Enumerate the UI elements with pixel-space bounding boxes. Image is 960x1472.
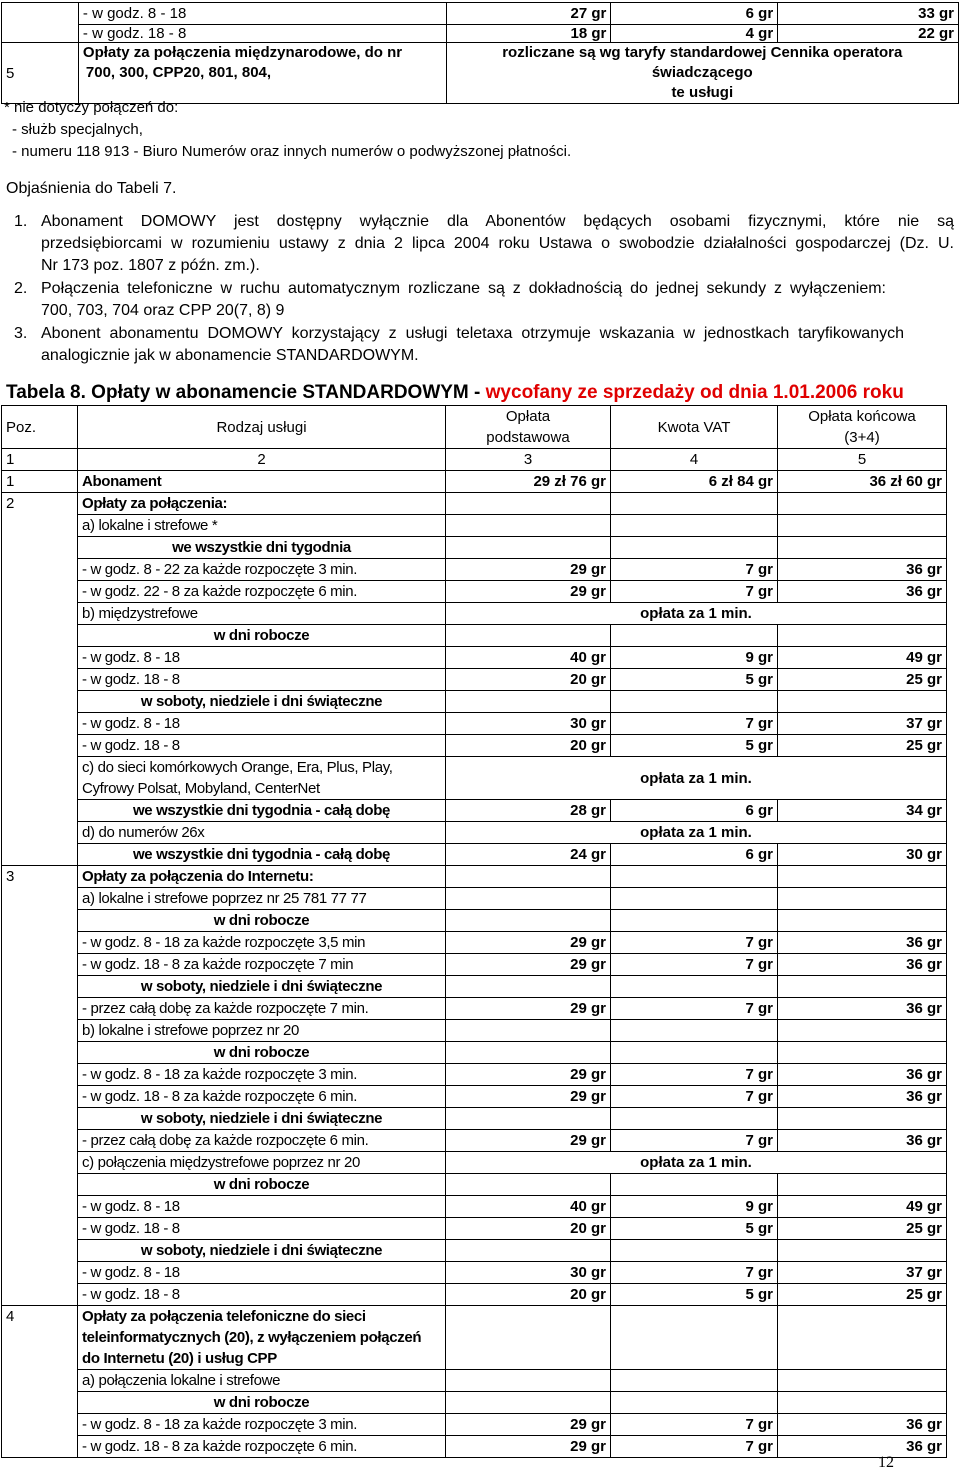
- vat-cell: [611, 976, 778, 998]
- item-number: 3.: [14, 325, 28, 342]
- base-fee-cell: 29 gr: [446, 998, 611, 1020]
- table-row: [2, 1130, 947, 1152]
- table-row: [2, 932, 947, 954]
- final-fee-cell: 36 gr: [778, 1414, 947, 1436]
- table-body: [2, 471, 947, 1458]
- table-row: [2, 1218, 947, 1240]
- row-label-line: 700, 300, CPP20, 801, 804,: [85, 64, 272, 81]
- service-label: [78, 1306, 446, 1370]
- footnote-line: - numeru 118 913 - Biuro Numerów oraz innych numerów o podwyższonej płatności.: [12, 143, 572, 160]
- base-fee-cell: 30 gr: [446, 1262, 611, 1284]
- table-row: [2, 1436, 947, 1458]
- table-title-text: Tabela 8. Opłaty w abonamencie STANDARDOWYM -: [6, 382, 486, 403]
- final-fee-cell: [778, 888, 947, 910]
- base-fee-cell: 29 gr: [446, 1130, 611, 1152]
- vat-cell: [611, 1174, 778, 1196]
- base-fee-cell: [446, 1306, 611, 1370]
- final-fee-cell: [778, 1240, 947, 1262]
- final-fee-cell: 36 gr: [778, 932, 947, 954]
- service-label: Abonament: [78, 471, 446, 493]
- table-row: [2, 844, 947, 866]
- table-row: [2, 493, 947, 515]
- vat-cell: 7 gr: [611, 954, 778, 976]
- base-fee-cell: [446, 1020, 611, 1042]
- explanations-list: [14, 211, 954, 367]
- service-label: - w godz. 18 - 8: [78, 1218, 446, 1240]
- service-label: b) międzystrefowe: [78, 603, 446, 625]
- table-header-row: [2, 406, 947, 449]
- item-line: Abonent abonamentu DOMOWY korzystający z usługi teletaxa otrzymuje wskazania w jednostkach taryfikowanych: [41, 325, 904, 342]
- table-row: [2, 43, 959, 104]
- final-fee-cell: 36 gr: [778, 1436, 947, 1458]
- vat-cell: [611, 888, 778, 910]
- service-label: - w godz. 18 - 8 za każde rozpoczęte 7 min: [78, 954, 446, 976]
- base-fee-cell: 20 gr: [446, 1284, 611, 1306]
- vat-cell: 9 gr: [611, 647, 778, 669]
- previous-table-fragment: [1, 2, 959, 104]
- vat-cell: [611, 1020, 778, 1042]
- item-line: Połączenia telefoniczne w ruchu automatycznym rozliczane są z dokładnością do jednej sekundy z wyłączeniem:: [41, 280, 886, 297]
- per-minute-note: opłata za 1 min.: [446, 1152, 947, 1174]
- row-label: [78, 43, 446, 104]
- final-fee-cell: [778, 910, 947, 932]
- header-line: (3+4): [844, 429, 880, 446]
- base-fee-cell: [446, 976, 611, 998]
- table-row: [2, 976, 947, 998]
- base-fee-cell: 20 gr: [446, 1218, 611, 1240]
- item-line: Abonament DOMOWY jest dostępny wyłącznie dla Abonentów będących osobami fizycznymi, które nie są: [41, 213, 954, 230]
- row-label: - w godz. 18 - 8: [78, 25, 446, 43]
- tariff-note: [446, 43, 958, 104]
- row-label: - w godz. 8 - 18: [78, 3, 446, 25]
- base-fee-cell: [446, 1392, 611, 1414]
- service-label: a) lokalne i strefowe poprzez nr 25 781 77 77: [78, 888, 446, 910]
- final-fee-cell: 37 gr: [778, 1262, 947, 1284]
- base-fee-cell: [446, 888, 611, 910]
- table-row: [2, 515, 947, 537]
- final-fee-cell: 36 gr: [778, 1086, 947, 1108]
- service-label: c) połączenia międzystrefowe poprzez nr 20: [78, 1152, 446, 1174]
- final-fee-cell: [778, 625, 947, 647]
- per-minute-note: opłata za 1 min.: [446, 757, 947, 800]
- service-label: - w godz. 8 - 18: [78, 713, 446, 735]
- service-label: a) lokalne i strefowe *: [78, 515, 446, 537]
- final-fee-cell: 36 zł 60 gr: [778, 471, 947, 493]
- table-title: [6, 381, 904, 405]
- table-row: [2, 603, 947, 625]
- final-fee-cell: 30 gr: [778, 844, 947, 866]
- table-row: [2, 1284, 947, 1306]
- table-row: [2, 866, 947, 888]
- item-line: analogicznie jak w abonamencie STANDARDOWYM.: [41, 347, 419, 364]
- table-row: [2, 559, 947, 581]
- item-line: 700, 703, 704 oraz CPP 20(7, 8) 9: [41, 302, 285, 319]
- vat-cell: 5 gr: [611, 669, 778, 691]
- table-row: [2, 1152, 947, 1174]
- table-row: [2, 954, 947, 976]
- final-fee-cell: [778, 515, 947, 537]
- final-fee-cell: [778, 1174, 947, 1196]
- vat-cell: [611, 493, 778, 515]
- vat-cell: 7 gr: [611, 559, 778, 581]
- vat-cell: 6 gr: [611, 800, 778, 822]
- service-label: - w godz. 8 - 22 za każde rozpoczęte 3 min.: [78, 559, 446, 581]
- service-label: we wszystkie dni tygodnia: [78, 537, 446, 559]
- column-number: 4: [611, 449, 778, 471]
- base-fee-cell: 28 gr: [446, 800, 611, 822]
- standard-plan-fees-table: [1, 405, 947, 1458]
- table-row: [2, 735, 947, 757]
- item-line: przedsiębiorcami w rozumieniu ustawy z dnia 2 lipca 2004 roku Ustawa o swobodzie działalności gospodarczej (Dz. U.: [41, 235, 954, 252]
- header-line: podstawowa: [486, 429, 570, 446]
- column-number: 5: [778, 449, 947, 471]
- header-line: Opłata końcowa: [808, 408, 916, 425]
- table-row: [2, 822, 947, 844]
- base-fee-cell: [446, 866, 611, 888]
- final-fee-cell: 25 gr: [778, 1284, 947, 1306]
- final-fee-cell: 36 gr: [778, 1064, 947, 1086]
- vat-cell: [611, 1370, 778, 1392]
- row-label-line: Opłaty za połączenia międzynarodowe, do nr: [82, 44, 403, 61]
- service-label: d) do numerów 26x: [78, 822, 446, 844]
- table-row: [2, 1196, 947, 1218]
- column-header-base-fee: [446, 406, 611, 449]
- base-fee-cell: 29 gr: [446, 559, 611, 581]
- final-fee-cell: 34 gr: [778, 800, 947, 822]
- service-label-line: do Internetu (20) i usług CPP: [82, 1350, 277, 1367]
- column-number: 1: [2, 449, 78, 471]
- service-label: - w godz. 8 - 18 za każde rozpoczęte 3 min.: [78, 1414, 446, 1436]
- vat-cell: 7 gr: [611, 932, 778, 954]
- final-fee-cell: 36 gr: [778, 998, 947, 1020]
- column-header-service: Rodzaj usługi: [78, 406, 446, 449]
- service-label: - w godz. 8 - 18: [78, 647, 446, 669]
- table-row: [2, 1306, 947, 1370]
- item-number: 1.: [14, 213, 28, 230]
- service-label: - w godz. 18 - 8 za każde rozpoczęte 6 min.: [78, 1436, 446, 1458]
- table-row: [2, 1020, 947, 1042]
- final-fee-cell: 49 gr: [778, 1196, 947, 1218]
- vat-cell: 7 gr: [611, 1262, 778, 1284]
- table-row: [2, 713, 947, 735]
- table-row: [2, 800, 947, 822]
- service-label: w dni robocze: [78, 1392, 446, 1414]
- final-fee-cell: [778, 1370, 947, 1392]
- final-fee-cell: [778, 1306, 947, 1370]
- final-fee-cell: [778, 493, 947, 515]
- base-fee-cell: 29 zł 76 gr: [446, 471, 611, 493]
- base-fee-cell: [446, 1108, 611, 1130]
- base-fee-cell: 30 gr: [446, 713, 611, 735]
- vat-cell: 6 gr: [611, 3, 778, 25]
- header-line: Opłata: [505, 408, 551, 425]
- vat-cell: [611, 1240, 778, 1262]
- service-label-line: c) do sieci komórkowych Orange, Era, Plus, Play,: [82, 759, 393, 776]
- base-fee-cell: 29 gr: [446, 581, 611, 603]
- item-line: Nr 173 poz. 1807 z późn. zm.).: [41, 257, 260, 274]
- page-number: 12: [878, 1454, 894, 1471]
- final-fee-cell: 33 gr: [778, 3, 959, 25]
- service-label-line: teleinformatycznych (20), z wyłączeniem połączeń: [82, 1329, 422, 1346]
- base-fee-cell: 27 gr: [446, 3, 611, 25]
- item-number: 2.: [14, 280, 28, 297]
- footnote-line: * nie dotyczy połączeń do:: [4, 99, 179, 116]
- base-fee-cell: 29 gr: [446, 1064, 611, 1086]
- base-fee-cell: 20 gr: [446, 735, 611, 757]
- table-row: [2, 625, 947, 647]
- row-number: 1: [2, 471, 78, 493]
- table-row: [2, 25, 959, 43]
- vat-cell: 7 gr: [611, 1064, 778, 1086]
- vat-cell: 5 gr: [611, 1218, 778, 1240]
- column-header-final-fee: [778, 406, 947, 449]
- service-label: we wszystkie dni tygodnia - całą dobę: [78, 800, 446, 822]
- final-fee-cell: 25 gr: [778, 1218, 947, 1240]
- base-fee-cell: [446, 1042, 611, 1064]
- column-number: 2: [78, 449, 446, 471]
- table-row: [2, 691, 947, 713]
- explanation-item: [14, 323, 954, 367]
- base-fee-cell: [446, 625, 611, 647]
- final-fee-cell: 37 gr: [778, 713, 947, 735]
- service-label: Opłaty za połączenia:: [78, 493, 446, 515]
- vat-cell: 4 gr: [611, 25, 778, 43]
- service-label: w dni robocze: [78, 1042, 446, 1064]
- vat-cell: 9 gr: [611, 1196, 778, 1218]
- service-label: b) lokalne i strefowe poprzez nr 20: [78, 1020, 446, 1042]
- vat-cell: 6 zł 84 gr: [611, 471, 778, 493]
- base-fee-cell: [446, 493, 611, 515]
- base-fee-cell: 24 gr: [446, 844, 611, 866]
- final-fee-cell: 22 gr: [778, 25, 959, 43]
- vat-cell: 7 gr: [611, 1130, 778, 1152]
- table-row: [2, 1064, 947, 1086]
- vat-cell: 5 gr: [611, 735, 778, 757]
- base-fee-cell: [446, 515, 611, 537]
- service-label: we wszystkie dni tygodnia - całą dobę: [78, 844, 446, 866]
- final-fee-cell: 25 gr: [778, 669, 947, 691]
- table-row: [2, 669, 947, 691]
- row-number: 2: [2, 493, 78, 866]
- service-label: - w godz. 18 - 8: [78, 735, 446, 757]
- base-fee-cell: 29 gr: [446, 1436, 611, 1458]
- column-header-poz: Poz.: [2, 406, 78, 449]
- table-row: [2, 1174, 947, 1196]
- per-minute-note: opłata za 1 min.: [446, 603, 947, 625]
- service-label-line: Cyfrowy Polsat, Mobyland, CenterNet: [82, 780, 320, 797]
- explanation-item: [14, 278, 954, 322]
- table-row: [2, 581, 947, 603]
- withdrawn-notice: wycofany ze sprzedaży od dnia 1.01.2006 roku: [485, 382, 904, 403]
- final-fee-cell: [778, 1020, 947, 1042]
- final-fee-cell: 36 gr: [778, 559, 947, 581]
- final-fee-cell: [778, 866, 947, 888]
- vat-cell: [611, 625, 778, 647]
- vat-cell: 6 gr: [611, 844, 778, 866]
- service-label: a) połączenia lokalne i strefowe: [78, 1370, 446, 1392]
- vat-cell: 5 gr: [611, 1284, 778, 1306]
- service-label: - przez całą dobę za każde rozpoczęte 6 min.: [78, 1130, 446, 1152]
- vat-cell: 7 gr: [611, 998, 778, 1020]
- final-fee-cell: [778, 1392, 947, 1414]
- tariff-note-line: rozliczane są wg taryfy standardowej Cennika operatora świadczącego: [502, 44, 903, 81]
- final-fee-cell: [778, 691, 947, 713]
- table-row: [2, 910, 947, 932]
- vat-cell: 7 gr: [611, 1436, 778, 1458]
- service-label: w dni robocze: [78, 1174, 446, 1196]
- base-fee-cell: 29 gr: [446, 954, 611, 976]
- table-row: [2, 1392, 947, 1414]
- table-row: [2, 537, 947, 559]
- explanation-item: [14, 211, 954, 277]
- base-fee-cell: [446, 537, 611, 559]
- service-label: - w godz. 18 - 8: [78, 1284, 446, 1306]
- service-label: w soboty, niedziele i dni świąteczne: [78, 1108, 446, 1130]
- base-fee-cell: [446, 1370, 611, 1392]
- base-fee-cell: 20 gr: [446, 669, 611, 691]
- table-row: [2, 3, 959, 25]
- vat-cell: 7 gr: [611, 713, 778, 735]
- final-fee-cell: 36 gr: [778, 954, 947, 976]
- vat-cell: [611, 1306, 778, 1370]
- vat-cell: [611, 1042, 778, 1064]
- service-label: w soboty, niedziele i dni świąteczne: [78, 691, 446, 713]
- service-label-line: Opłaty za połączenia telefoniczne do sieci: [82, 1308, 366, 1325]
- row-number: 3: [2, 866, 78, 1306]
- base-fee-cell: 29 gr: [446, 1086, 611, 1108]
- service-label: w soboty, niedziele i dni świąteczne: [78, 1240, 446, 1262]
- footnote-line: - służb specjalnych,: [12, 121, 143, 138]
- base-fee-cell: 40 gr: [446, 1196, 611, 1218]
- final-fee-cell: 36 gr: [778, 1130, 947, 1152]
- service-label: w soboty, niedziele i dni świąteczne: [78, 976, 446, 998]
- table-row: [2, 1108, 947, 1130]
- table-row: [2, 647, 947, 669]
- base-fee-cell: [446, 910, 611, 932]
- vat-cell: [611, 1108, 778, 1130]
- vat-cell: 7 gr: [611, 1414, 778, 1436]
- explanations-heading: Objaśnienia do Tabeli 7.: [6, 180, 177, 197]
- vat-cell: 7 gr: [611, 581, 778, 603]
- base-fee-cell: 29 gr: [446, 1414, 611, 1436]
- row-number: 4: [2, 1306, 78, 1458]
- base-fee-cell: [446, 1240, 611, 1262]
- column-number-row: [2, 449, 947, 471]
- final-fee-cell: [778, 976, 947, 998]
- vat-cell: [611, 910, 778, 932]
- final-fee-cell: 25 gr: [778, 735, 947, 757]
- service-label: - w godz. 8 - 18 za każde rozpoczęte 3 min.: [78, 1064, 446, 1086]
- service-label: - przez całą dobę za każde rozpoczęte 7 min.: [78, 998, 446, 1020]
- vat-cell: [611, 515, 778, 537]
- table-row: [2, 1042, 947, 1064]
- column-number: 3: [446, 449, 611, 471]
- service-label: w dni robocze: [78, 625, 446, 647]
- final-fee-cell: [778, 1108, 947, 1130]
- service-label: - w godz. 18 - 8: [78, 669, 446, 691]
- table-row: [2, 1414, 947, 1436]
- service-label: w dni robocze: [78, 910, 446, 932]
- table-row: [2, 888, 947, 910]
- base-fee-cell: [446, 691, 611, 713]
- table-row: [2, 757, 947, 800]
- vat-cell: [611, 691, 778, 713]
- service-label: - w godz. 8 - 18: [78, 1196, 446, 1218]
- final-fee-cell: 36 gr: [778, 581, 947, 603]
- final-fee-cell: [778, 1042, 947, 1064]
- service-label: [78, 757, 446, 800]
- table-row: [2, 1370, 947, 1392]
- service-label: - w godz. 22 - 8 za każde rozpoczęte 6 min.: [78, 581, 446, 603]
- base-fee-cell: 40 gr: [446, 647, 611, 669]
- vat-cell: 7 gr: [611, 1086, 778, 1108]
- service-label: Opłaty za połączenia do Internetu:: [78, 866, 446, 888]
- base-fee-cell: [446, 1174, 611, 1196]
- table-row: [2, 1262, 947, 1284]
- vat-cell: [611, 537, 778, 559]
- vat-cell: [611, 866, 778, 888]
- base-fee-cell: 18 gr: [446, 25, 611, 43]
- table-row: [2, 998, 947, 1020]
- service-label: - w godz. 8 - 18: [78, 1262, 446, 1284]
- final-fee-cell: [778, 537, 947, 559]
- table-row: [2, 1240, 947, 1262]
- tariff-note-line: te usługi: [671, 84, 734, 101]
- row-number: 5: [2, 43, 79, 104]
- table-row: [2, 471, 947, 493]
- service-label: - w godz. 18 - 8 za każde rozpoczęte 6 min.: [78, 1086, 446, 1108]
- column-header-vat: Kwota VAT: [611, 406, 778, 449]
- base-fee-cell: 29 gr: [446, 932, 611, 954]
- table-row: [2, 1086, 947, 1108]
- per-minute-note: opłata za 1 min.: [446, 822, 947, 844]
- vat-cell: [611, 1392, 778, 1414]
- final-fee-cell: 49 gr: [778, 647, 947, 669]
- service-label: - w godz. 8 - 18 za każde rozpoczęte 3,5 min: [78, 932, 446, 954]
